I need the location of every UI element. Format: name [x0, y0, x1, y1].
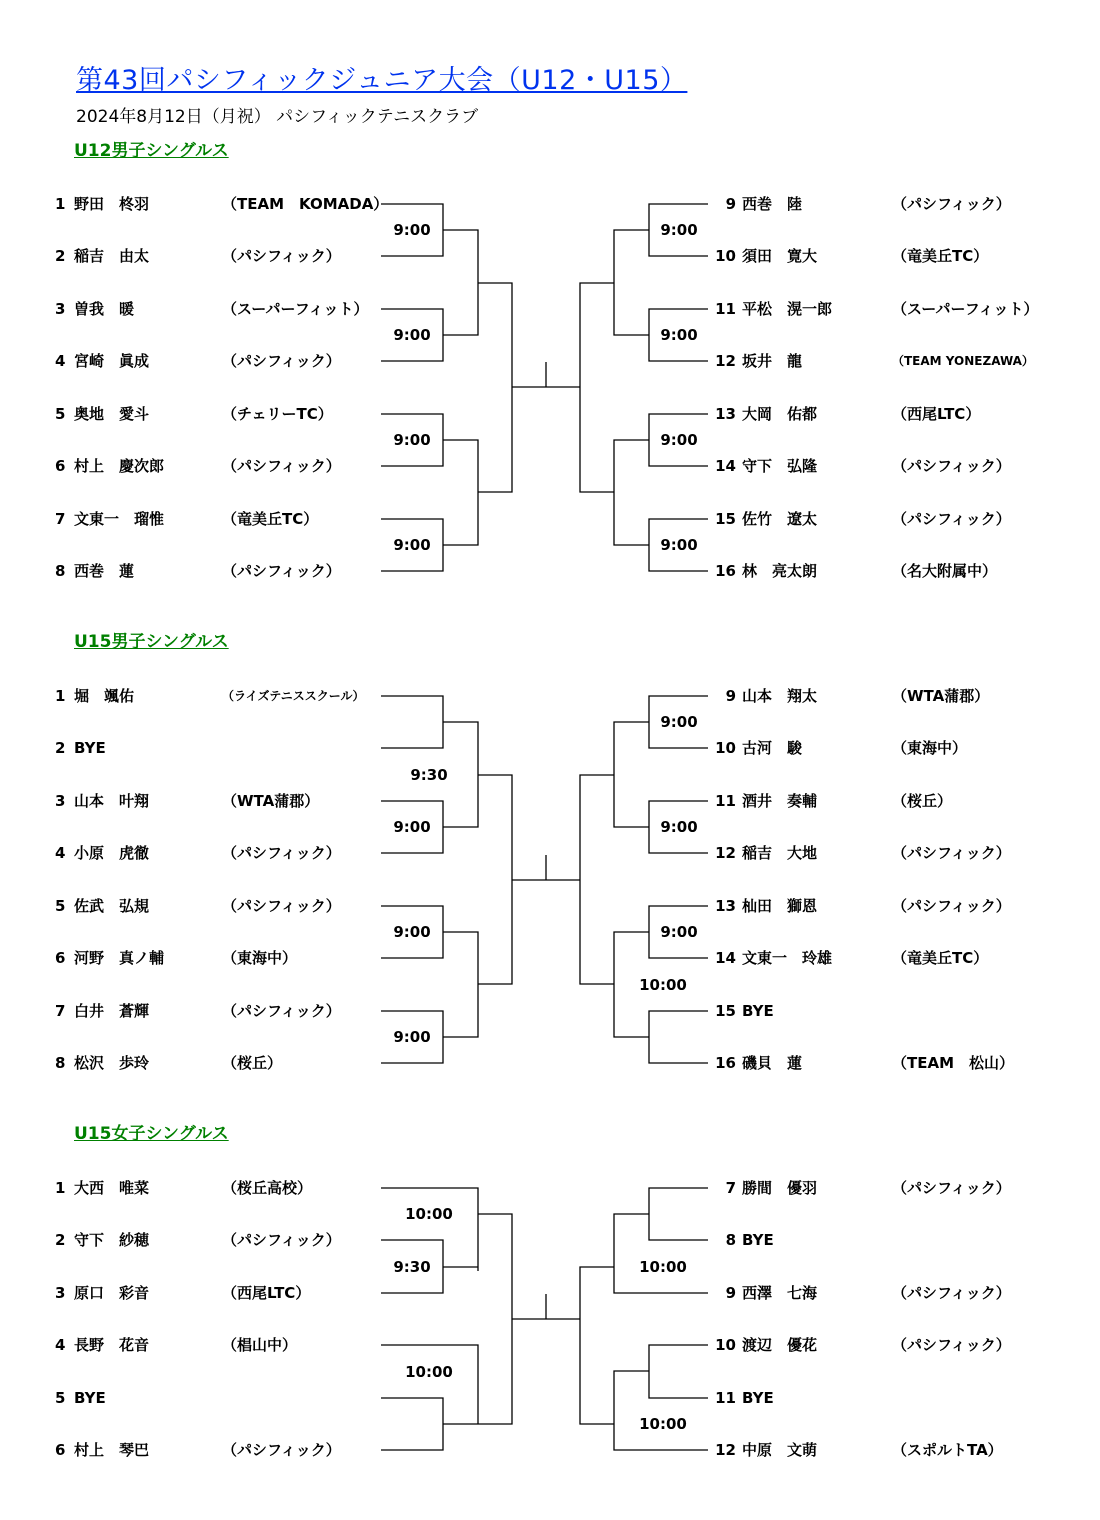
match-time: 9:00	[660, 221, 698, 239]
player-name: 稲吉 大地	[742, 844, 818, 862]
player-club: （パシフィック）	[892, 1284, 1011, 1302]
player-name: 守下 紗穂	[74, 1231, 150, 1249]
player-name: 西澤 七海	[742, 1284, 818, 1302]
player-name: 佐竹 遼太	[742, 510, 818, 528]
player-club: （スポルトTA）	[892, 1441, 1003, 1459]
player-club: （パシフィック）	[892, 1336, 1011, 1354]
player-num: 8	[55, 1054, 66, 1072]
player-name: 松沢 歩玲	[74, 1054, 150, 1072]
player-name: 平松 滉一郎	[742, 300, 833, 318]
player-name: 守下 弘隆	[742, 457, 818, 475]
player-num: 10	[715, 247, 736, 265]
player-num: 4	[55, 1336, 66, 1354]
player-club: （パシフィック）	[222, 352, 341, 370]
player-num: 5	[55, 405, 66, 423]
player-num: 11	[715, 300, 736, 318]
player-num: 16	[715, 1054, 736, 1072]
player-name: 奥地 愛斗	[74, 405, 150, 423]
player-num: 2	[55, 247, 66, 265]
player-club: （パシフィック）	[892, 844, 1011, 862]
player-num: 12	[715, 844, 736, 862]
player-name: 中原 文萌	[742, 1441, 818, 1459]
player-club: （桜丘高校）	[222, 1179, 313, 1197]
player-num: 11	[715, 1389, 736, 1407]
player-num: 6	[55, 949, 66, 967]
player-num: 6	[55, 1441, 66, 1459]
player-club: （竜美丘TC）	[892, 247, 989, 265]
player-num: 7	[55, 1002, 66, 1020]
player-name: 河野 真ノ輔	[74, 949, 165, 967]
player-num: 2	[55, 1231, 66, 1249]
match-time: 9:00	[393, 221, 431, 239]
player-name: 堀 颯佑	[74, 687, 135, 705]
player-club: （パシフィック）	[222, 897, 341, 915]
player-name: 古河 駿	[742, 739, 803, 757]
player-num: 6	[55, 457, 66, 475]
match-time: 9:00	[660, 431, 698, 449]
player-num: 8	[55, 562, 66, 580]
player-num: 2	[55, 739, 66, 757]
player-num: 14	[715, 949, 736, 967]
player-name: BYE	[742, 1231, 774, 1249]
player-club: （桜丘）	[892, 792, 953, 810]
player-name: 西巻 陸	[742, 195, 803, 213]
player-name: 酒井 奏輔	[742, 792, 818, 810]
player-club: （パシフィック）	[892, 195, 1011, 213]
player-num: 15	[715, 1002, 736, 1020]
match-time: 9:00	[393, 818, 431, 836]
player-num: 9	[725, 687, 736, 705]
player-num: 3	[55, 792, 66, 810]
player-num: 16	[715, 562, 736, 580]
player-name: 白井 蒼輝	[74, 1002, 150, 1020]
player-num: 10	[715, 1336, 736, 1354]
player-name: 村上 琴巴	[74, 1441, 150, 1459]
player-name: BYE	[742, 1002, 774, 1020]
player-club: （WTA蒲郡）	[892, 687, 990, 705]
player-num: 15	[715, 510, 736, 528]
player-num: 5	[55, 1389, 66, 1407]
match-time: 9:00	[660, 923, 698, 941]
player-num: 4	[55, 844, 66, 862]
player-name: 西巻 蓮	[74, 562, 135, 580]
player-club: （パシフィック）	[222, 1002, 341, 1020]
player-name: BYE	[74, 1389, 106, 1407]
player-num: 8	[725, 1231, 736, 1249]
player-name: 曽我 暖	[74, 300, 135, 318]
player-name: BYE	[74, 739, 106, 757]
player-num: 9	[725, 1284, 736, 1302]
player-club: （TEAM YONEZAWA）	[892, 354, 1034, 368]
player-name: 宮崎 眞成	[74, 352, 150, 370]
player-club: （チェリーTC）	[222, 405, 333, 423]
player-name: 勝間 優羽	[742, 1179, 818, 1197]
player-num: 4	[55, 352, 66, 370]
player-num: 9	[725, 195, 736, 213]
player-club: （TEAM 松山）	[892, 1054, 1015, 1072]
match-time: 9:00	[393, 326, 431, 344]
match-time: 9:00	[660, 818, 698, 836]
player-num: 10	[715, 739, 736, 757]
page-title: 第43回パシフィックジュニア大会（U12・U15）	[76, 65, 688, 96]
match-time: 9:30	[410, 766, 448, 784]
match-time: 9:00	[393, 923, 431, 941]
match-time: 9:30	[393, 1258, 431, 1276]
match-time: 9:00	[660, 713, 698, 731]
match-time: 10:00	[639, 1415, 687, 1433]
player-club: （スーパーフィット）	[892, 300, 1039, 318]
player-name: 小原 虎徹	[74, 844, 150, 862]
player-num: 1	[55, 1179, 66, 1197]
player-num: 12	[715, 1441, 736, 1459]
player-club: （TEAM KOMADA）	[222, 195, 389, 213]
player-club: （パシフィック）	[222, 247, 341, 265]
player-club: （東海中）	[892, 739, 968, 757]
player-name: 坂井 龍	[742, 352, 803, 370]
player-club: （パシフィック）	[892, 457, 1011, 475]
player-num: 11	[715, 792, 736, 810]
player-club: （竜美丘TC）	[222, 510, 319, 528]
player-club: （パシフィック）	[222, 844, 341, 862]
player-club: （パシフィック）	[222, 457, 341, 475]
player-num: 13	[715, 405, 736, 423]
player-name: 村上 慶次郎	[74, 457, 165, 475]
match-time: 9:00	[393, 536, 431, 554]
player-club: （WTA蒲郡）	[222, 792, 320, 810]
player-name: 稲吉 由太	[74, 247, 150, 265]
player-name: 磯貝 蓮	[742, 1054, 803, 1072]
player-num: 13	[715, 897, 736, 915]
player-club: （スーパーフィット）	[222, 300, 369, 318]
player-name: 大西 唯菜	[74, 1179, 150, 1197]
player-num: 7	[55, 510, 66, 528]
player-num: 1	[55, 687, 66, 705]
event-date-venue: 2024年8月12日（月祝） パシフィックテニスクラブ	[76, 107, 479, 127]
player-club: （パシフィック）	[222, 1231, 341, 1249]
player-club: （桜丘）	[222, 1054, 283, 1072]
section-heading-u15-boys: U15男子シングルス	[74, 632, 229, 652]
player-name: 山本 叶翔	[74, 792, 150, 810]
player-name: 渡辺 優花	[742, 1336, 818, 1354]
player-name: 杣田 獅恩	[742, 897, 818, 915]
player-name: 佐武 弘規	[74, 897, 150, 915]
player-num: 1	[55, 195, 66, 213]
match-time: 9:00	[660, 326, 698, 344]
section-heading-u12-boys: U12男子シングルス	[74, 141, 229, 161]
player-name: 須田 寛大	[742, 247, 818, 265]
match-time: 10:00	[405, 1363, 453, 1381]
section-heading-u15-girls: U15女子シングルス	[74, 1124, 229, 1144]
player-num: 14	[715, 457, 736, 475]
player-club: （竜美丘TC）	[892, 949, 989, 967]
player-name: 林 亮太朗	[742, 562, 818, 580]
player-club: （パシフィック）	[892, 510, 1011, 528]
match-time: 10:00	[639, 976, 687, 994]
match-time: 9:00	[393, 431, 431, 449]
player-num: 3	[55, 300, 66, 318]
player-club: （ライズテニススクール）	[222, 689, 365, 703]
player-name: 山本 翔太	[742, 687, 818, 705]
match-time: 9:00	[393, 1028, 431, 1046]
player-name: 大岡 佑都	[742, 405, 818, 423]
player-club: （パシフィック）	[222, 1441, 341, 1459]
player-club: （東海中）	[222, 949, 298, 967]
player-num: 5	[55, 897, 66, 915]
player-club: （パシフィック）	[222, 562, 341, 580]
player-club: （パシフィック）	[892, 1179, 1011, 1197]
player-name: 原口 彩音	[74, 1284, 150, 1302]
player-club: （西尾LTC）	[892, 405, 981, 423]
player-name: 文東一 玲雄	[742, 949, 833, 967]
match-time: 10:00	[405, 1205, 453, 1223]
player-name: 長野 花音	[74, 1336, 150, 1354]
player-num: 3	[55, 1284, 66, 1302]
player-num: 12	[715, 352, 736, 370]
player-club: （西尾LTC）	[222, 1284, 311, 1302]
player-club: （名大附属中）	[892, 562, 998, 580]
player-name: 野田 柊羽	[74, 195, 150, 213]
player-num: 7	[725, 1179, 736, 1197]
match-time: 10:00	[639, 1258, 687, 1276]
player-club: （椙山中）	[222, 1336, 298, 1354]
match-time: 9:00	[660, 536, 698, 554]
player-name: 文東一 瑠惟	[74, 510, 165, 528]
player-name: BYE	[742, 1389, 774, 1407]
player-club: （パシフィック）	[892, 897, 1011, 915]
